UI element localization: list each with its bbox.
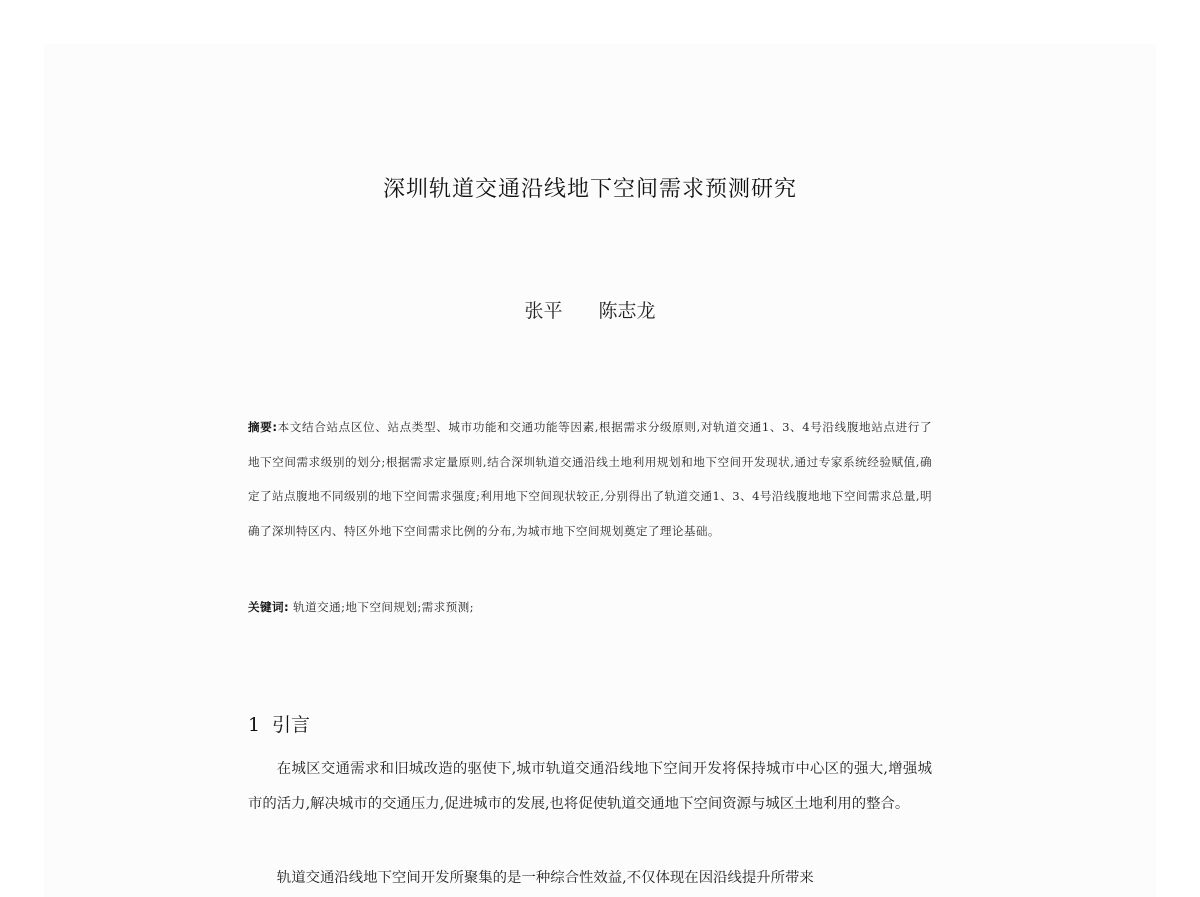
paper-title: 深圳轨道交通沿线地下空间需求预测研究 <box>382 177 797 202</box>
paper-page <box>44 44 1156 897</box>
section-heading <box>248 710 932 737</box>
author-name: 陈志龙 <box>598 300 656 322</box>
body-paragraph: 轨道交通沿线地下空间开发所聚集的是一种综合性效益,不仅体现在因沿线提升所带来 <box>276 870 814 886</box>
section-number: 1 <box>248 714 261 736</box>
section-title: 引言 <box>272 714 311 736</box>
author-name: 张平 <box>524 300 563 322</box>
keywords-label: 关键词: <box>248 600 290 614</box>
abstract-text: 本文结合站点区位、站点类型、城市功能和交通功能等因素,根据需求分级原则,对轨道交通1、3、4号沿线腹地站点进行了地下空间需求级别的划分;根据需求定量原则,结合深圳轨道交通沿线土地利用规划和地下空间开发现状,通过专家系统经验赋值,确定了站点腹地不同级别的地下空间需求强度;利用地下空间现状较正,分别得出了轨道交通1、3、4号沿线腹地地下空间需求总量,明确了深圳特区内、特区外地下空间需求比例的分布,为城市地下空间规划奠定了理论基础。 <box>248 420 932 538</box>
abstract <box>248 410 932 548</box>
keywords <box>248 595 932 619</box>
keywords-text: 轨道交通;地下空间规划;需求预测; <box>293 600 474 614</box>
body-paragraph: 在城区交通需求和旧城改造的驱使下,城市轨道交通沿线地下空间开发将保持城市中心区的强大,增强城市的活力,解决城市的交通压力,促进城市的发展,也将促使轨道交通地下空间资源与城区土地利用的整合。 <box>248 761 932 812</box>
abstract-label: 摘要: <box>248 420 278 434</box>
author-list <box>248 296 932 323</box>
